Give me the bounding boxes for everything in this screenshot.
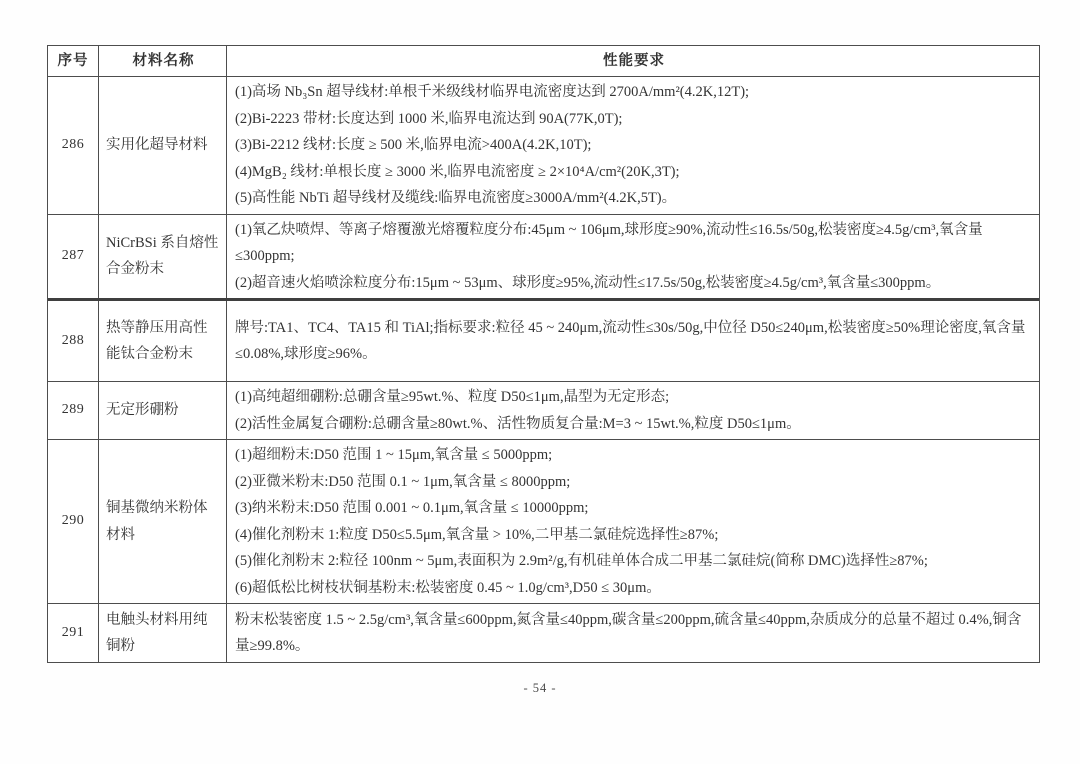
requirement-line: 牌号:TA1、TC4、TA15 和 TiAl;指标要求:粒径 45 ~ 240μm,流动性≤30s/50g,中位径 D50≤240μm,松装密度≥50%理论密度,氧含量≤0.08%,球形度≥96%。 (235, 319, 1026, 362)
row-index: 286 (61, 137, 85, 152)
requirements-cell (226, 77, 1039, 214)
header-material-name: 材料名称 (98, 46, 226, 76)
requirement-line: (5)高性能 NbTi 超导线材及缆线:临界电流密度≥3000A/mm²(4.2K,5T)。 (235, 190, 677, 206)
requirements-cell (226, 382, 1039, 439)
table-row (48, 298, 1039, 381)
requirement-line: (1)氧乙炔喷焊、等离子熔覆激光熔覆粒度分布:45μm ~ 106μm,球形度≥90%,流动性≤16.5s/50g,松装密度≥4.5g/cm³,氧含量≤300ppm; (235, 221, 983, 264)
material-name: 铜基微纳米粉体材料 (98, 440, 226, 603)
requirement-line: (1)高场 Nb₃Sn 超导线材:单根千米级线材临界电流密度达到 2700A/mm²(4.2K,12T); (235, 84, 750, 100)
page-number: - 54 - (523, 681, 557, 695)
table-row (48, 603, 1039, 662)
requirements-cell (226, 301, 1039, 381)
material-name: 热等静压用高性能钛合金粉末 (98, 301, 226, 381)
requirement-line: (5)催化剂粉末 2:粒径 100nm ~ 5μm,表面积为 2.9m²/g,有机硅单体合成二甲基二氯硅烷(简称 DMC)选择性≥87%; (235, 553, 928, 569)
requirement-line: (2)Bi-2223 带材:长度达到 1000 米,临界电流达到 90A(77K,0T); (235, 110, 623, 127)
material-name: 实用化超导材料 (98, 77, 226, 214)
requirements-cell (226, 440, 1039, 603)
row-index: 288 (61, 332, 85, 348)
row-index: 290 (61, 513, 85, 529)
requirement-line: (2)亚微米粉末:D50 范围 0.1 ~ 1μm,氧含量 ≤ 8000ppm; (235, 473, 571, 490)
requirements-cell (226, 215, 1039, 299)
table-header-row (48, 46, 1039, 76)
requirement-line: (2)超音速火焰喷涂粒度分布:15μm ~ 53μm、球形度≥95%,流动性≤17.5s/50g,松装密度≥4.5g/cm³,氧含量≤300ppm。 (235, 274, 941, 291)
requirement-line: (3)纳米粉末:D50 范围 0.001 ~ 0.1μm,氧含量 ≤ 10000ppm; (235, 500, 589, 516)
material-name: 电触头材料用纯铜粉 (98, 604, 226, 662)
material-name: 无定形硼粉 (98, 382, 226, 439)
row-index: 287 (61, 248, 85, 263)
requirement-line: (4)催化剂粉末 1:粒度 D50≤5.5μm,氧含量 > 10%,二甲基二氯硅烷选择性≥87%; (235, 526, 719, 543)
header-requirements: 性能要求 (226, 46, 1039, 76)
row-index: 289 (61, 402, 85, 418)
table-row (48, 214, 1039, 299)
requirement-line: (1)超细粉末:D50 范围 1 ~ 15μm,氧含量 ≤ 5000ppm; (235, 447, 553, 463)
header-index: 序号 (57, 53, 89, 69)
table-row (48, 381, 1039, 439)
requirement-line: (2)活性金属复合硼粉:总硼含量≥80wt.%、活性物质复合量:M=3 ~ 15wt.%,粒度 D50≤1μm。 (235, 415, 801, 432)
requirements-cell (226, 604, 1039, 662)
table-row (48, 76, 1039, 214)
material-name: NiCrBSi 系自熔性合金粉末 (98, 215, 226, 299)
row-index: 291 (61, 624, 85, 640)
requirement-line: (6)超低松比树枝状铜基粉末:松装密度 0.45 ~ 1.0g/cm³,D50 ≤ 30μm。 (235, 579, 661, 596)
table-row (48, 439, 1039, 603)
requirement-line: (3)Bi-2212 线材:长度 ≥ 500 米,临界电流>400A(4.2K,10T); (235, 137, 592, 153)
requirement-line: 粉末松装密度 1.5 ~ 2.5g/cm³,氧含量≤600ppm,氮含量≤40ppm,碳含量≤200ppm,硫含量≤40ppm,杂质成分的总量不超过 0.4%,铜含量≥99.8%。 (235, 611, 1022, 654)
requirement-line: (1)高纯超细硼粉:总硼含量≥95wt.%、粒度 D50≤1μm,晶型为无定形态; (235, 389, 670, 405)
requirement-line: (4)MgB₂ 线材:单根长度 ≥ 3000 米,临界电流密度 ≥ 2×10⁴A/cm²(20K,3T); (235, 163, 680, 180)
materials-spec-table (47, 45, 1040, 663)
